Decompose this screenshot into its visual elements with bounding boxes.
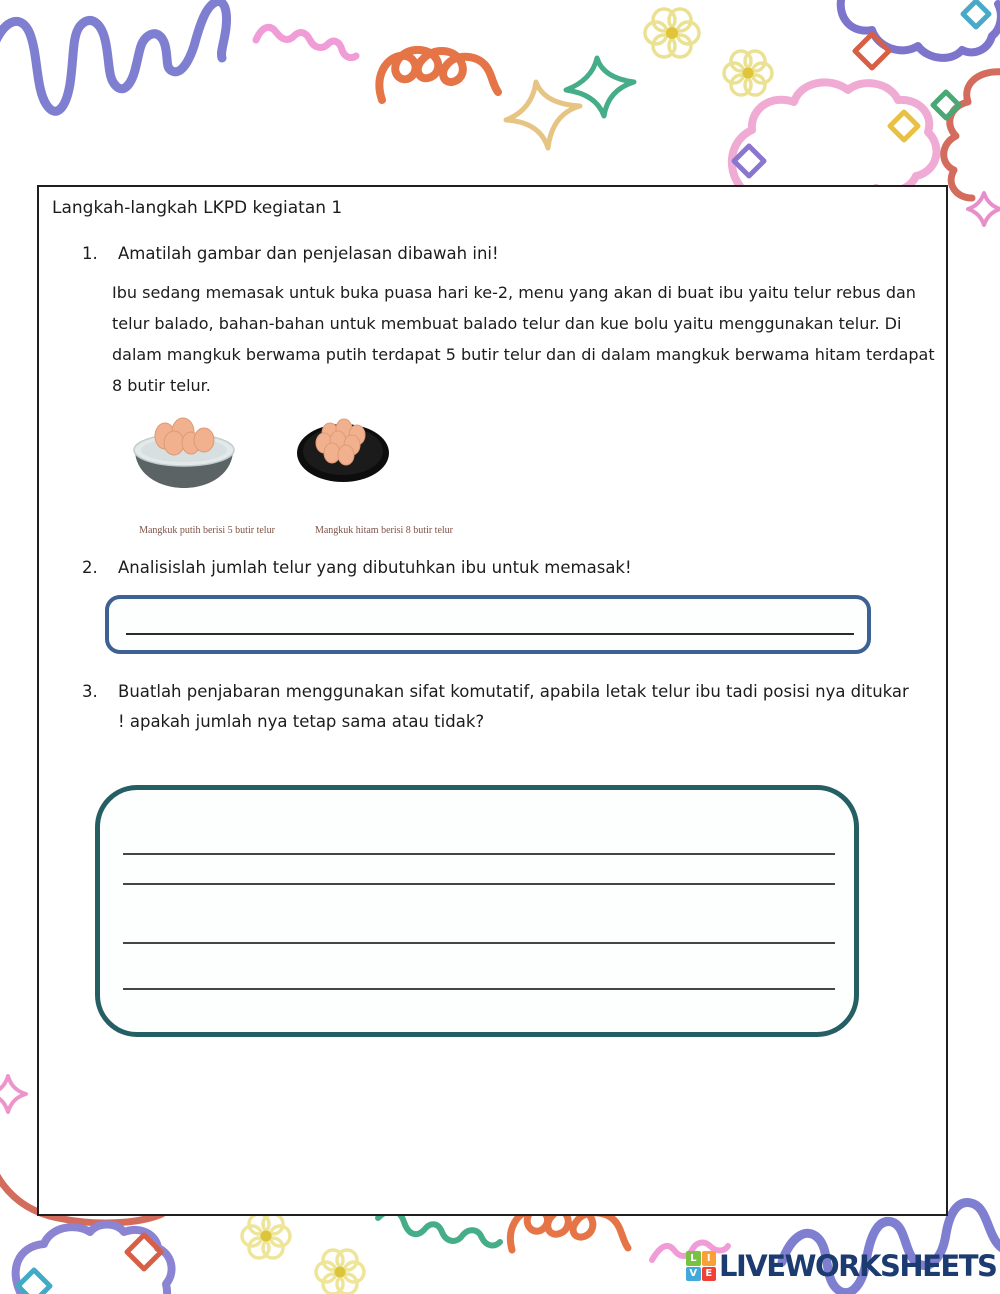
item-heading: Amatilah gambar dan penjelasan dibawah ini! xyxy=(118,244,499,263)
item-body-text: Ibu sedang memasak untuk buka puasa hari ke-2, menu yang akan di buat ibu yaitu telur rebus dan telur balado, bahan-bahan untuk membuat balado telur dan kue bolu yaitu menggunakan telur. Di dalam mangkuk berwama putih terdapat 5 butir telur dan di dalam mangkuk berwama hitam terdapat 8 butir telur. xyxy=(112,283,935,395)
teal-diamond-icon xyxy=(963,1,989,27)
black-bowl-eggs-image xyxy=(294,413,392,487)
logo-tile: E xyxy=(702,1267,717,1282)
yellow-flower-doodle xyxy=(316,1250,364,1294)
list-item-1 xyxy=(82,239,499,269)
logo-tile: V xyxy=(686,1267,701,1282)
logo-tile: I xyxy=(702,1251,717,1266)
yellow-flower-doodle xyxy=(242,1214,290,1258)
list-item-3 xyxy=(82,677,918,737)
white-bowl-eggs-image xyxy=(127,410,242,495)
purple-squiggle-doodle xyxy=(0,2,227,112)
item-heading: Buatlah penjabaran menggunakan sifat komutatif, apabila letak telur ibu tadi posisi nya ditukar ! apakah jumlah nya tetap sama atau tidak? xyxy=(118,682,909,731)
answer-box-3[interactable] xyxy=(95,785,859,1037)
liveworksheets-logo[interactable] xyxy=(686,1249,996,1283)
answer-line xyxy=(123,853,835,855)
worksheet-frame xyxy=(37,185,948,1216)
figure-caption: Mangkuk hitam berisi 8 butir telur xyxy=(314,525,454,536)
liveworksheets-logo-icon xyxy=(686,1251,716,1281)
logo-tile: L xyxy=(686,1251,701,1266)
pink-zigzag-doodle xyxy=(256,27,356,57)
teal-diamond-icon xyxy=(18,1270,50,1294)
answer-box-2[interactable] xyxy=(105,595,871,654)
answer-line xyxy=(126,633,854,635)
figure-caption: Mangkuk putih berisi 5 butir telur xyxy=(139,525,275,536)
item-number: 2. xyxy=(82,558,98,577)
item-number: 3. xyxy=(82,682,98,701)
page-title: Langkah-langkah LKPD kegiatan 1 xyxy=(52,198,343,218)
answer-line xyxy=(123,988,835,990)
item-number: 1. xyxy=(82,244,98,263)
yellow-diamond-icon xyxy=(890,112,918,140)
yellow-flower-doodle xyxy=(645,9,699,57)
red-cloud-doodle xyxy=(944,72,1000,198)
orange-loops-doodle xyxy=(379,50,498,100)
purple-cloud-doodle xyxy=(16,1225,172,1294)
logo-text: LIVEWORKSHEETS xyxy=(719,1249,997,1283)
purple-diamond-icon xyxy=(734,146,764,176)
pink-sparkle-icon xyxy=(0,1076,26,1112)
yellow-flower-doodle xyxy=(724,51,772,95)
answer-line xyxy=(123,942,835,944)
list-item-2 xyxy=(82,553,632,583)
item-heading: Analisislah jumlah telur yang dibutuhkan ibu untuk memasak! xyxy=(118,558,632,577)
answer-line xyxy=(123,883,835,885)
